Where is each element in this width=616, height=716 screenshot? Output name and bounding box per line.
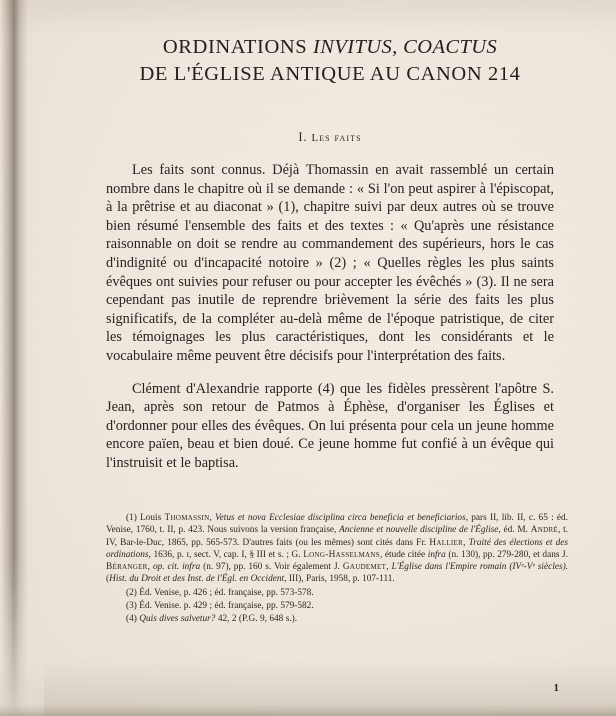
footnote-text-run: , bbox=[386, 562, 392, 573]
title-line-2: DE L'ÉGLISE ANTIQUE AU CANON 214 bbox=[139, 63, 521, 85]
footnote-text-run: , bbox=[147, 562, 153, 573]
footnote-text-run: , III), Paris, 1958, p. 107-111. bbox=[284, 574, 395, 585]
footnote-1 bbox=[106, 512, 568, 586]
footnote-italic-run: Quis dives salvetur? bbox=[136, 613, 216, 624]
footnote-text-run: , éd. M. bbox=[498, 525, 531, 536]
footnote-text-run: , étude citée bbox=[379, 549, 428, 560]
footnote-italic-run: Hist. du Droit et des Inst. de l'Égl. en Occident bbox=[109, 574, 285, 585]
footnote-smallcaps-run: Thomassin bbox=[164, 513, 210, 523]
footnote-marker: (1) bbox=[126, 513, 137, 523]
footnote-text-run: ( bbox=[106, 574, 110, 585]
footnote-text-run: Éd. Venise. p. 429 ; éd. française, pp. 579-582. bbox=[136, 601, 314, 612]
footnote-2 bbox=[106, 587, 568, 599]
footnote-3 bbox=[106, 600, 568, 612]
footnote-text-run: , t. IV, Bar-le-Duc, 1865, pp. 565-573. D'autres faits (ou les mêmes) sont cités dans Fr. bbox=[106, 525, 569, 548]
footnote-marker: (3) bbox=[126, 601, 137, 612]
footnote-marker: (4) bbox=[126, 613, 137, 624]
footnote-smallcaps-run: André bbox=[530, 525, 559, 536]
footnote-text-run: (n. 97), pp. 160 s. Voir également J. bbox=[200, 562, 343, 573]
footnote-text-run: , bbox=[209, 513, 216, 523]
body-text bbox=[106, 161, 554, 473]
footnote-italic-run: Ancienne et nouvelle discipline de l'Église bbox=[339, 525, 499, 536]
footnote-text-run: , pars II, lib. II, c. 65 : éd. Venise, 1760, t. II, p. 423. Nous suivons la version française, bbox=[106, 513, 568, 536]
footnote-smallcaps-run: Gaudemet bbox=[342, 562, 387, 573]
footnote-text-run: 42, 2 (P.G. 9, 648 s.). bbox=[215, 613, 298, 624]
section-heading-label: Les faits bbox=[311, 132, 362, 144]
footnote-marker: (2) bbox=[126, 588, 137, 599]
footnote-text-run: , bbox=[463, 537, 469, 548]
section-heading bbox=[106, 130, 554, 145]
footnote-italic-run: Traité des élections et des ordinations bbox=[106, 537, 569, 560]
footnote-smallcaps-run: Béranger bbox=[106, 562, 148, 573]
title-roman-part: ORDINATIONS bbox=[162, 36, 314, 58]
footnote-italic-run: Vetus et nova Ecclesiae disciplina circa beneficia et beneficiarios bbox=[215, 513, 466, 523]
footnote-text-run: , 1636, p. ɪ, sect. V, cap. I, § III et s. ; G. bbox=[148, 549, 304, 560]
page-title bbox=[106, 34, 554, 88]
paragraph-2: Clément d'Alexandrie rapporte (4) que les fidèles pressèrent l'apôtre S. Jean, après son retour de Patmos à Éphèse, d'organiser les Églises et d'ordonner pour elles des évêques. On lui présenta pour cela un jeune homme encore païen, beau et bien doué. Ce jeune homme fut confié à un évêque qui l'instruisit et le baptisa. bbox=[106, 380, 554, 471]
footnote-smallcaps-run: Long-Hasselmans bbox=[303, 549, 380, 560]
footnote-text-run: Louis bbox=[136, 513, 165, 523]
paragraph-1: Les faits sont connus. Déjà Thomassin en avait rassemblé un certain nombre dans le chapitre où il se demande : « Si l'on peut aspirer à l'épiscopat, à la prêtrise et au diaconat » (1), chapitre suivi par deux autres où se trouve bien résumé l'ensemble des faits et des textes : « Qu'après une résistance raisonnable on doit se rendre au commandement des supérieurs, hors le cas d'indignité ou d'incapacité notoire » (2) ; « Quelles règles les plus saints évêques ont suivies pour refuser ou pour accepter les évêchés » (3). Il ne sera cependant pas inutile de reprendre brièvement la série des faits les plus significatifs, de la compléter au-delà même de l'époque patristique, de citer les témoignages les plus caractéristiques, dont les considérants et le vocabulaire même peuvent être décisifs pour l'interprétation des faits. bbox=[106, 162, 554, 364]
section-number: I. bbox=[298, 130, 308, 144]
footnote-text-run: Éd. Venise, p. 426 ; éd. française, pp. 573-578. bbox=[136, 588, 314, 599]
page-number: 1 bbox=[553, 682, 559, 694]
title-italic-part: INVITUS, COACTUS bbox=[313, 36, 498, 58]
title-line-1 bbox=[106, 34, 554, 61]
footnote-4 bbox=[106, 613, 568, 625]
footnote-italic-run: op. cit. infra bbox=[152, 562, 201, 573]
footnote-italic-run: L'Église dans l'Empire romain (IVᵉ-Vᵉ siècles). bbox=[391, 562, 569, 573]
footnote-italic-run: infra bbox=[427, 549, 446, 560]
footnote-text-run: (n. 130), pp. 279-280, et dans J. bbox=[445, 549, 568, 560]
footnote-smallcaps-run: Hallier bbox=[429, 537, 464, 548]
footnote-block bbox=[106, 512, 568, 626]
